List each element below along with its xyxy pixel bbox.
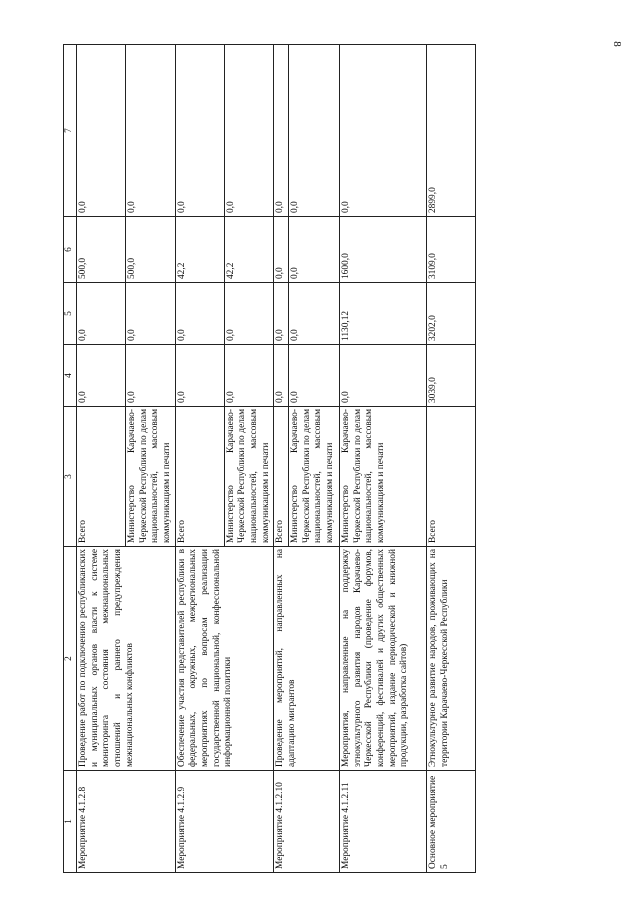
value-cell: 3109,0: [426, 217, 475, 283]
value-cell: 0,0: [175, 345, 224, 407]
value-cell: 0,0: [224, 283, 274, 345]
event-cell: Мероприятие 4.1.2.10: [274, 771, 340, 873]
header-cell: 3: [64, 407, 77, 547]
value-cell: 0,0: [274, 217, 289, 283]
value-cell: 1600,0: [339, 217, 426, 283]
table-header-row: [64, 45, 77, 873]
value-cell: 0,0: [339, 45, 426, 217]
event-cell: Основное мероприятие 5: [426, 771, 475, 873]
value-cell: 0,0: [274, 345, 289, 407]
description-cell: Мероприятия, направленные на поддержку этнокультурного развития народов Карачаево-Черкесской Республики (проведение форумов, конференций, фестивалей и других общественных мероприятий, издание периодической и книжной продукции, разработка сайтов): [339, 547, 426, 771]
header-cell: 1: [64, 771, 77, 873]
executor-cell: Министерство Карачаево-Черкесской Республики по делам национальностей, массовым коммуникациям и печати: [339, 407, 426, 547]
rotated-table-container: [63, 45, 547, 873]
executor-cell: Всего: [274, 407, 289, 547]
value-cell: 0,0: [288, 283, 339, 345]
value-cell: 1130,12: [339, 283, 426, 345]
executor-cell: Министерство Карачаево-Черкесской Республики по делам национальностей, массовым коммуникациям и печати: [288, 407, 339, 547]
value-cell: 500,0: [77, 217, 126, 283]
value-cell: 0,0: [339, 345, 426, 407]
header-cell: 5: [64, 283, 77, 345]
description-cell: Проведение работ по подключению республиканских и муниципальных органов власти к системе мониторинга состояния межнациональных отношений и раннего предупреждения межнациональных конфликтов: [77, 547, 176, 771]
executor-cell: Всего: [77, 407, 126, 547]
table-row: [426, 45, 475, 873]
table-row: [77, 45, 126, 873]
value-cell: 3039,0: [426, 345, 475, 407]
value-cell: 0,0: [126, 45, 176, 217]
table-row: [175, 45, 224, 873]
value-cell: 0,0: [77, 45, 126, 217]
header-cell: 2: [64, 547, 77, 771]
value-cell: 500,0: [126, 217, 176, 283]
value-cell: 2899,0: [426, 45, 475, 217]
value-cell: 0,0: [126, 283, 176, 345]
description-cell: Проведение мероприятий, направленных на адаптацию мигрантов: [274, 547, 340, 771]
executor-cell: Министерство Карачаево-Черкесской Республики по делам национальностей, массовым коммуникациям и печати: [126, 407, 176, 547]
value-cell: 42,2: [224, 217, 274, 283]
description-cell: Этнокультурное развитие народов, проживающих на территории Карачаево-Черкесской Республики: [426, 547, 475, 771]
value-cell: 0,0: [224, 45, 274, 217]
value-cell: 0,0: [288, 45, 339, 217]
value-cell: 0,0: [126, 345, 176, 407]
description-cell: Обеспечение участия представителей республики в федеральных, окружных, межрегиональных мероприятиях по вопросам реализации государственной национальной, конфессиональной информационной политики: [175, 547, 274, 771]
value-cell: 0,0: [274, 283, 289, 345]
page-number: 8: [610, 41, 623, 47]
executor-cell: Всего: [426, 407, 475, 547]
executor-cell: Министерство Карачаево-Черкесской Республики по делам национальностей, массовым коммуникациям и печати: [224, 407, 274, 547]
value-cell: 0,0: [274, 45, 289, 217]
header-cell: 6: [64, 217, 77, 283]
event-cell: Мероприятие 4.1.2.8: [77, 771, 176, 873]
value-cell: 0,0: [224, 345, 274, 407]
value-cell: 0,0: [175, 45, 224, 217]
event-cell: Мероприятие 4.1.2.9: [175, 771, 274, 873]
table-row: [274, 45, 289, 873]
value-cell: 0,0: [288, 345, 339, 407]
value-cell: 0,0: [77, 283, 126, 345]
value-cell: 0,0: [288, 217, 339, 283]
value-cell: 42,2: [175, 217, 224, 283]
header-cell: 4: [64, 345, 77, 407]
value-cell: 3202,0: [426, 283, 475, 345]
budget-table: [63, 44, 476, 873]
value-cell: 0,0: [77, 345, 126, 407]
value-cell: 0,0: [175, 283, 224, 345]
table-row: [339, 45, 426, 873]
event-cell: Мероприятие 4.1.2.11: [339, 771, 426, 873]
executor-cell: Всего: [175, 407, 224, 547]
header-cell: 7: [64, 45, 77, 217]
